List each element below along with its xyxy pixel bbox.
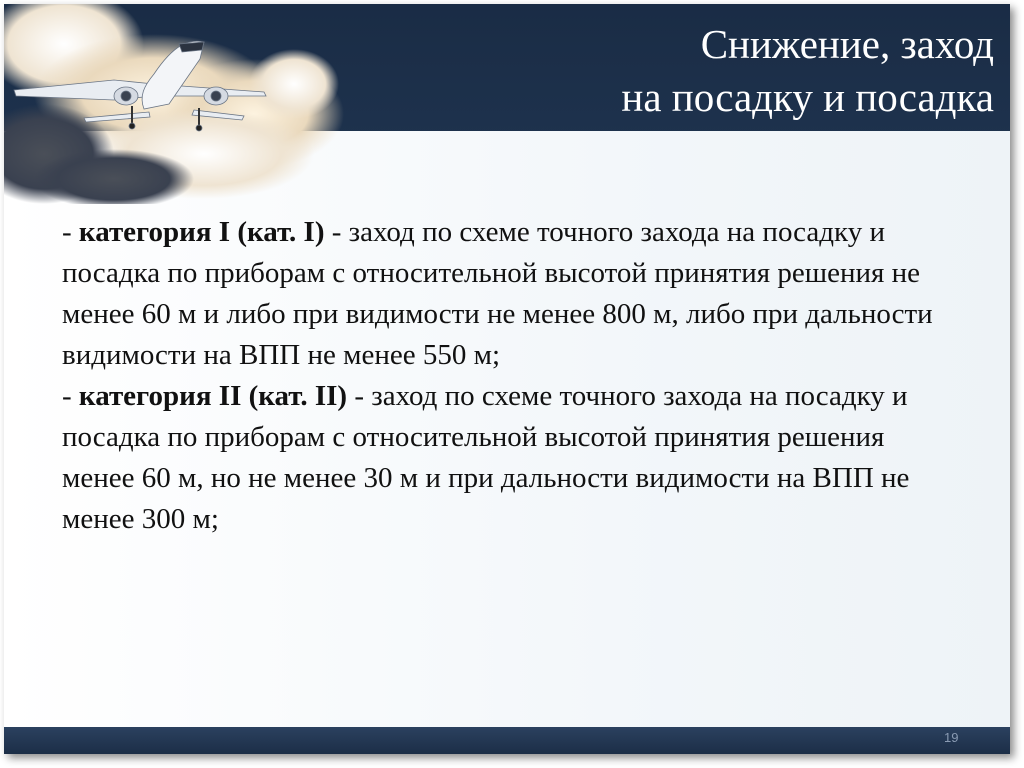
bottom-bar — [4, 727, 1010, 754]
body-text — [62, 212, 962, 540]
slide-title — [394, 18, 994, 124]
category-1-title: категория I (кат. I) — [78, 216, 325, 248]
airplane-clouds-image — [4, 4, 344, 204]
category-2-prefix: - — [62, 380, 79, 412]
category-1-text: - заход по схеме точного захода на посадку и посадка по приборам с относительной высотой принятия решения не менее 60 м и либо при видимости не менее 800 м, либо при дальности видимости на ВПП не менее 550 м; — [62, 216, 933, 371]
cloud-shapes — [4, 4, 344, 204]
category-1-prefix: - — [62, 216, 79, 248]
page-number: 19 — [944, 730, 959, 745]
category-2-paragraph — [62, 376, 962, 540]
category-1-paragraph — [62, 212, 962, 376]
category-2-title: категория II (кат. II) — [78, 380, 348, 412]
slide — [4, 4, 1010, 754]
slide-title-line-1: Снижение, заход — [700, 21, 994, 67]
slide-title-line-2: на посадку и посадка — [621, 74, 994, 120]
category-2-text: - заход по схеме точного захода на посадку и посадка по приборам с относительной высотой принятия решения менее 60 м, но не менее 30 м и при дальности видимости на ВПП не менее 300 м; — [62, 380, 910, 535]
